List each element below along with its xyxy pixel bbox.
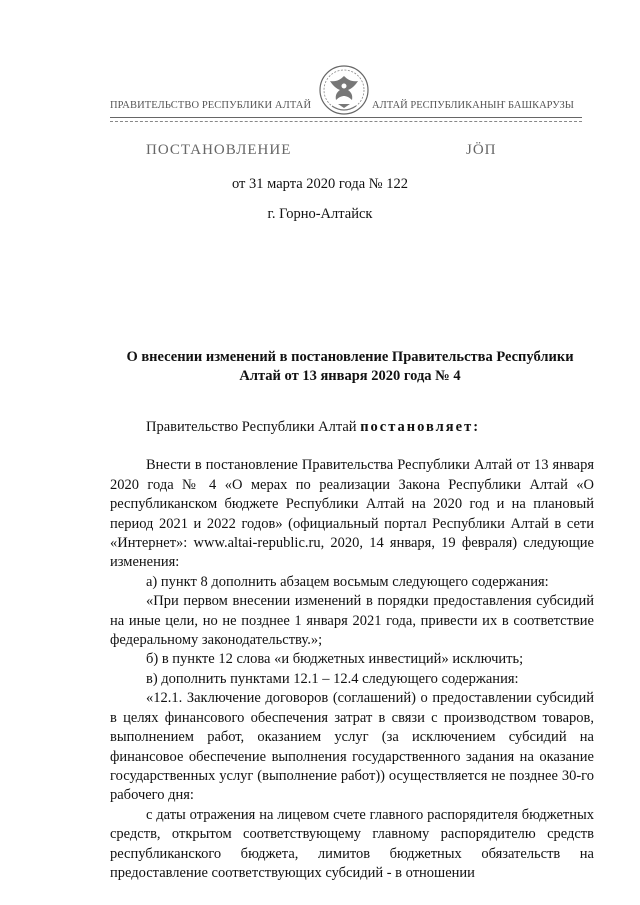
body-paragraph: а) пункт 8 дополнить абзацем восьмым следующего содержания: [146,573,549,590]
doc-type-altai: ЈӦП [466,142,497,158]
header-rule [110,117,582,118]
body-paragraph: Внести в постановление Правительства Республики Алтай от 13 января 2020 года № 4 «О мерах по реализации Закона Республики Алтай «О республиканском бюджете Республики Алтай на 2020 год и на плановый период 2021 и 2022 годов» (официальный портал Республики Алтай в сети «Интернет»: www.altai-republic.ru, 2020, 14 января, 19 февраля) следующие изменения: [110,457,594,571]
lead-prefix: Правительство Республики Алтай [146,419,361,435]
document-date-number: от 31 марта 2020 года № 122 [232,176,408,192]
header-rule-dashed [110,121,582,122]
document-body [110,418,594,883]
body-paragraph: в) дополнить пунктами 12.1 – 12.4 следующего содержания: [146,670,519,687]
body-paragraph: б) в пункте 12 слова «и бюджетных инвестиций» исключить; [146,651,524,668]
doc-type-russian: ПОСТАНОВЛЕНИЕ [146,142,292,158]
body-paragraph: «12.1. Заключение договоров (соглашений) о предоставлении субсидий в целях финансового обеспечения затрат в связи с производством товаров, выполнением работ, оказанием услуг (за исключением субсидий на финансовое обеспечение выполнения государственного задания на оказание государственных услуг (выполнение работ)) осуществляется не позднее 30-го рабочего дня: [110,690,594,804]
document-title: О внесении изменений в постановление Правительства Республики Алтай от 13 января 2020 года № 4 [126,349,574,384]
document-city: г. Горно-Алтайск [267,206,373,222]
document-header [0,0,640,135]
lead-keyword: постановляет: [360,419,481,435]
resolution-lead [110,418,594,437]
body-paragraph: «При первом внесении изменений в порядки предоставления субсидий на иные цели, но не позднее 1 января 2021 года, привести их в соответствие федеральному законодательству.»; [110,593,594,649]
body-paragraph: с даты отражения на лицевом счете главного распорядителя бюджетных средств, открытом соответствующему главному распорядителю средств республиканского бюджета, лимитов бюджетных обязательств на предоставление соответствующих субсидий - в отношении [110,806,594,881]
org-name-russian: ПРАВИТЕЛЬСТВО РЕСПУБЛИКИ АЛТАЙ [110,100,312,111]
org-name-altai: АЛТАЙ РЕСПУБЛИКАНЫҤ БАШКАРУЗЫ [372,100,574,111]
